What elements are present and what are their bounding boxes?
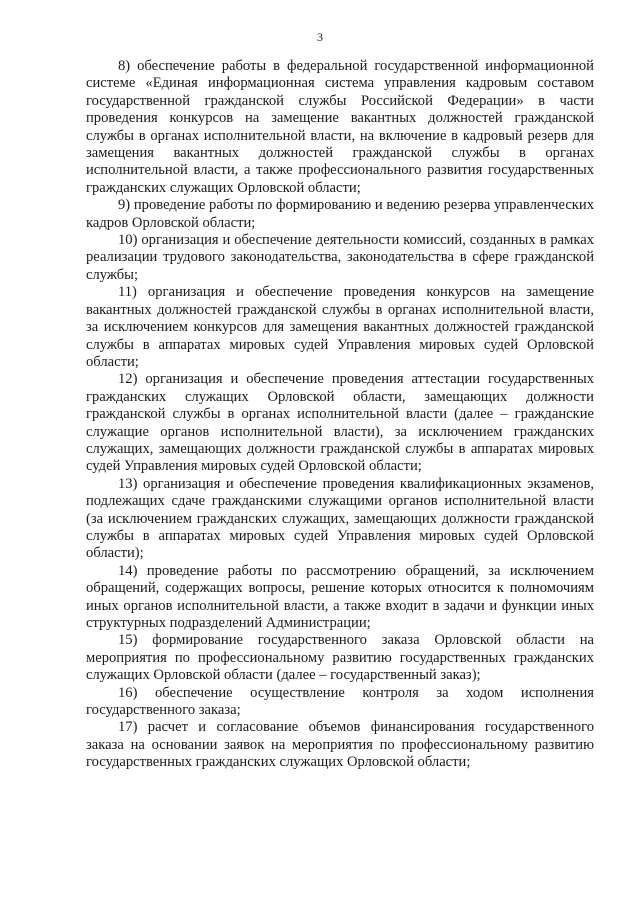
document-body <box>86 58 594 772</box>
list-item-11: 11) организация и обеспечение проведения конкурсов на замещение вакантных должностей гражданской службы в органах исполнительной власти, за исключением конкурсов для замещения вакантных должностей гражданской службы в аппаратах мировых судей Управления мировых судей Орловской области; <box>86 284 594 370</box>
list-item-9: 9) проведение работы по формированию и ведению резерва управленческих кадров Орловской области; <box>86 197 594 231</box>
list-item-12: 12) организация и обеспечение проведения аттестации государственных гражданских служащих Орловской области, замещающих должности гражданской службы в органах исполнительной власти (далее – гражданские служащие органов исполнительной власти), за исключением гражданских служащих, замещающих должности гражданской службы в аппаратах мировых судей Управления мировых судей Орловской области; <box>86 371 594 475</box>
list-item-14: 14) проведение работы по рассмотрению обращений, за исключением обращений, содержащих вопросы, решение которых относится к полномочиям иных органов исполнительной власти, а также входит в задачи и функции иных структурных подразделений Администрации; <box>86 562 594 631</box>
page-number: 3 <box>317 30 323 44</box>
list-item-8: 8) обеспечение работы в федеральной государственной информационной системе «Единая информационная система управления кадровым составом государственной гражданской службы Российской Федерации» в части проведения конкурсов на замещение вакантных должностей гражданской службы в органах исполнительной власти, на включение в кадровый резерв для замещения вакантных должностей гражданской службы в органах исполнительной власти, а также профессионального развития государственных гражданских служащих Орловской области; <box>86 58 594 196</box>
list-item-16: 16) обеспечение осуществление контроля за ходом исполнения государственного заказа; <box>86 684 594 719</box>
list-item-17: 17) расчет и согласование объемов финансирования государственного заказа на основании заявок на мероприятия по профессиональному развитию государственных гражданских служащих Орловской области; <box>86 719 594 771</box>
list-item-10: 10) организация и обеспечение деятельности комиссий, созданных в рамках реализации трудового законодательства, законодательства в сфере гражданской службы; <box>86 232 594 283</box>
list-item-13: 13) организация и обеспечение проведения квалификационных экзаменов, подлежащих сдаче гражданскими служащими органов исполнительной власти (за исключением гражданских служащих, замещающих должности гражданской службы в аппаратах мировых судей Управления мировых судей Орловской области); <box>86 475 594 562</box>
list-item-15: 15) формирование государственного заказа Орловской области на мероприятия по профессиональному развитию государственных гражданских служащих Орловской области (далее – государственный заказ); <box>86 632 594 684</box>
